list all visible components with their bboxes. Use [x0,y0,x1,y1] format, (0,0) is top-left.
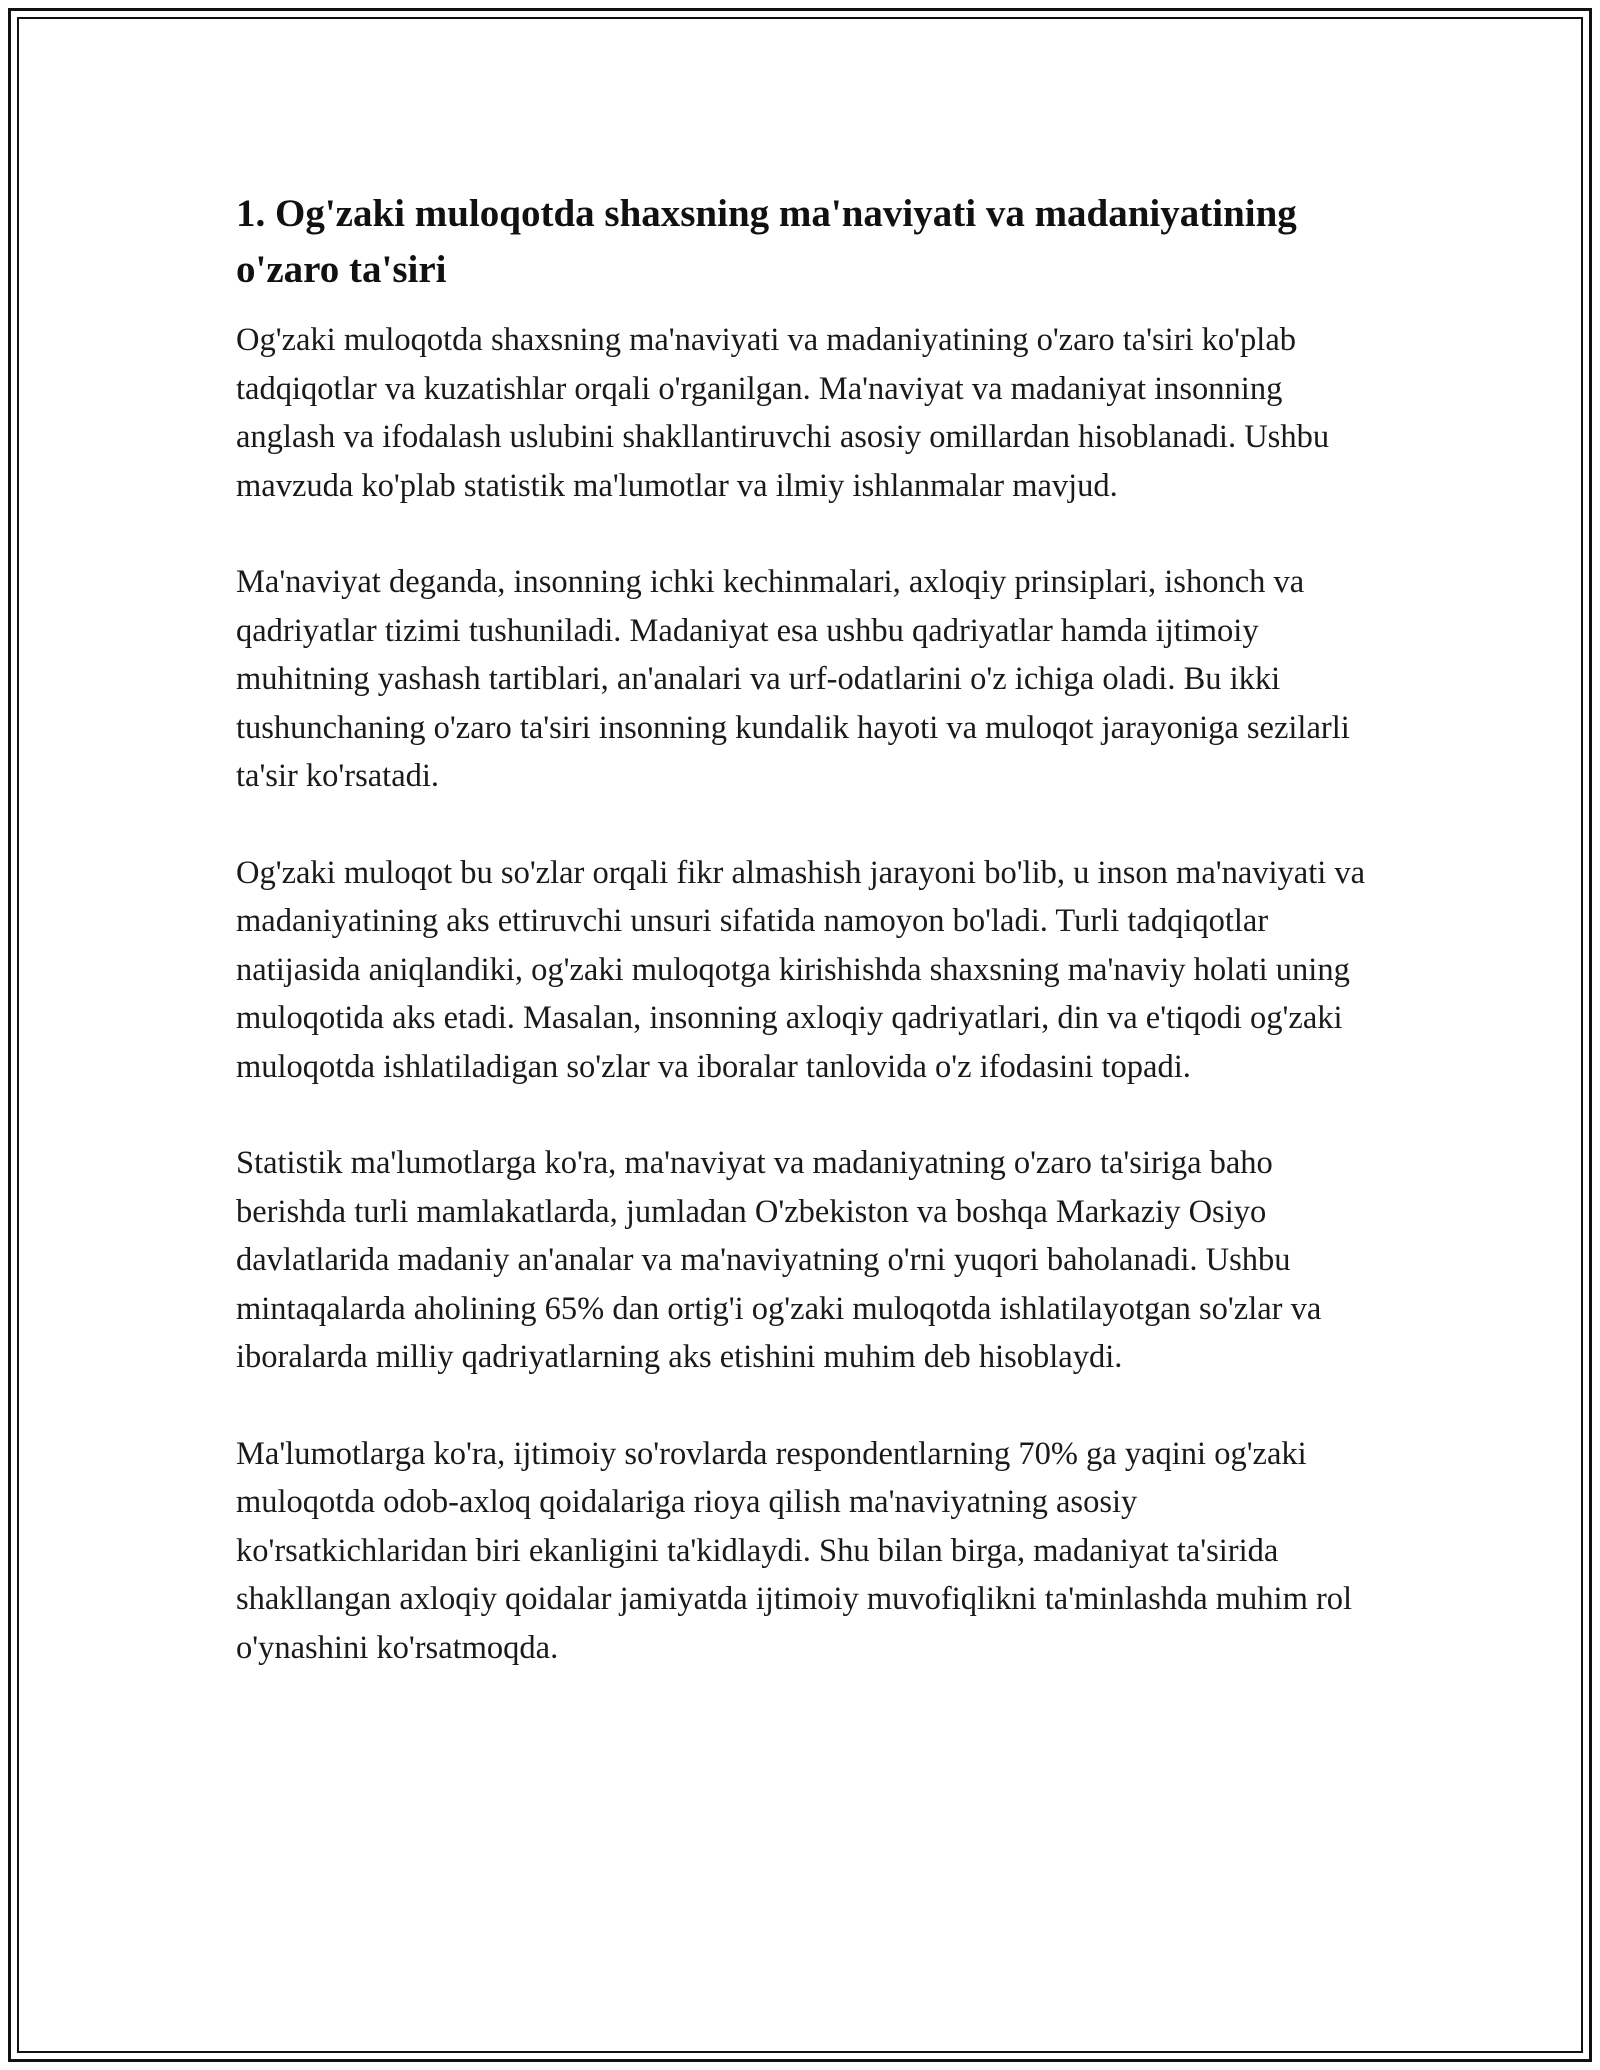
document-title: 1. Og'zaki muloqotda shaxsning ma'naviyati va madaniyatining o'zaro ta'siri [236,192,1297,291]
paragraph-3: Og'zaki muloqot bu so'zlar orqali fikr almashish jarayoni bo'lib, u inson ma'naviyati va madaniyatining aks ettiruvchi unsuri sifatida namoyon bo'ladi. Turli tadqiqotlar natijasida aniqlandiki, og'zaki muloqotga kirishishda shaxsning ma'naviy holati uning muloqotida aks etadi. Masalan, insonning axloqiy qadriyatlari, din va e'tiqodi og'zaki muloqotda ishlatiladigan so'zlar va iboralar tanlovida o'z ifodasini topadi. [236,854,1366,1085]
paragraph-1: Og'zaki muloqotda shaxsning ma'naviyati va madaniyatining o'zaro ta'siri ko'plab tadqiqotlar va kuzatishlar orqali o'rganilgan. Ma'naviyat va madaniyat insonning anglash va ifodalash uslubini shakllantiruvchi asosiy omillardan hisoblanadi. Ushbu mavzuda ko'plab statistik ma'lumotlar va ilmiy ishlanmalar mavjud. [236,322,1330,504]
paragraph-4: Statistik ma'lumotlarga ko'ra, ma'naviyat va madaniyatning o'zaro ta'siriga baho berishda turli mamlakatlarda, jumladan O'zbekiston va boshqa Markaziy Osiyo davlatlarida madaniy an'analar va ma'naviyatning o'rni yuqori baholanadi. Ushbu mintaqalarda aholining 65% dan ortig'i og'zaki muloqotda ishlatilayotgan so'zlar va iboralarda milliy qadriyatlarning aks etishini muhim deb hisoblaydi. [236,1145,1322,1375]
paragraph-5: Ma'lumotlarga ko'ra, ijtimoiy so'rovlarda respondentlarning 70% ga yaqini og'zaki muloqotda odob-axloq qoidalariga rioya qilish ma'naviyatning asosiy ko'rsatkichlaridan biri ekanligini ta'kidlaydi. Shu bilan birga, madaniyat ta'sirida shakllangan axloqiy qoidalar jamiyatda ijtimoiy muvofiqlikni ta'minlashda muhim rol o'ynashini ko'rsatmoqda. [236,1435,1353,1666]
paragraph-2: Ma'naviyat deganda, insonning ichki kechinmalari, axloqiy prinsiplari, ishonch va qadriyatlar tizimi tushuniladi. Madaniyat esa ushbu qadriyatlar hamda ijtimoiy muhitning yashash tartiblari, an'analari va urf-odatlarini o'z ichiga oladi. Bu ikki tushunchaning o'zaro ta'siri insonning kundalik hayoti va muloqot jarayoniga sezilarli ta'sir ko'rsatadi. [236,564,1350,794]
document-body [236,186,1376,1720]
